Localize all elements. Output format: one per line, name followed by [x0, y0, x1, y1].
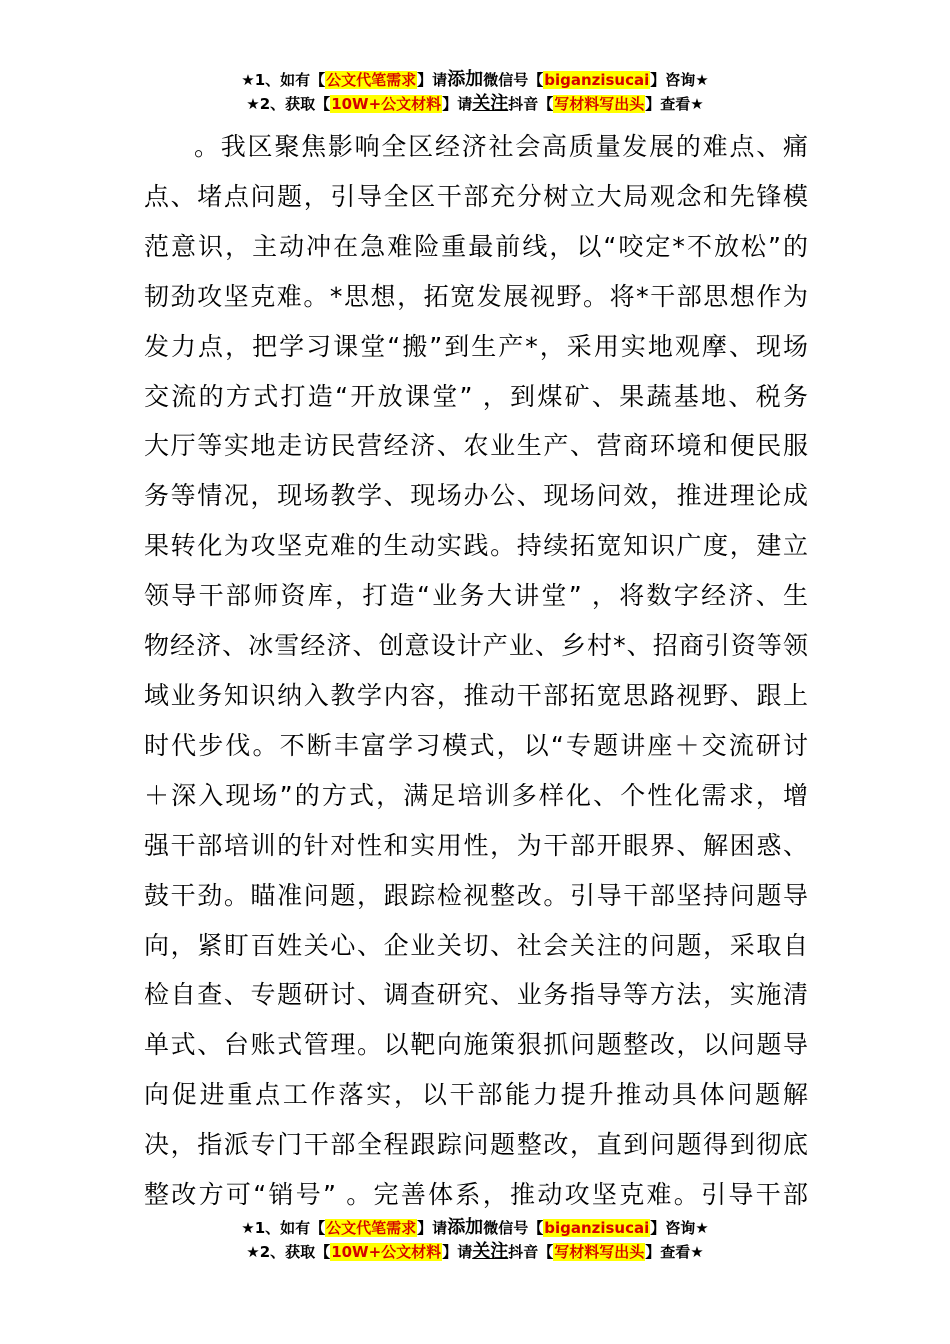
- notice-text: 微信号【: [483, 1219, 544, 1237]
- header-notice: [0, 68, 950, 116]
- body-line: 向，紧盯百姓关心、企业关切、社会关注的问题，采取自: [144, 930, 808, 960]
- body-paragraph: [144, 122, 808, 1220]
- notice-line-2: [0, 92, 950, 116]
- body-line: 发力点，把学习课堂“搬”到生产*，采用实地观摩、现场: [144, 331, 808, 361]
- body-line: 整改方可“销号” 。完善体系，推动攻坚克难。引导干部: [144, 1180, 808, 1210]
- highlight-wechat-id: biganzisucai: [544, 1219, 650, 1237]
- body-line: 韧劲攻坚克难。*思想，拓宽发展视野。将*干部思想作为: [144, 281, 808, 311]
- notice-text: 】请: [417, 71, 448, 89]
- body-line: 单式、台账式管理。以靶向施策狠抓问题整改，以问题导: [144, 1030, 808, 1060]
- notice-text: 】查看★: [645, 1243, 704, 1261]
- body-line: 鼓干劲。瞄准问题，跟踪检视整改。引导干部坚持问题导: [144, 880, 808, 910]
- notice-text: 】请: [442, 95, 473, 113]
- notice-text: ★2、获取【: [246, 1243, 331, 1261]
- body-line: 强干部培训的针对性和实用性，为干部开眼界、解困惑、: [144, 830, 808, 860]
- body-line: 领导干部师资库，打造“业务大讲堂” ，将数字经济、生: [144, 581, 808, 611]
- notice-text: ★2、获取【: [246, 95, 331, 113]
- notice-emphasis: 添加: [447, 69, 484, 90]
- body-line: 检自查、专题研讨、调查研究、业务指导等方法，实施清: [144, 980, 808, 1010]
- notice-emphasis: 添加: [447, 1217, 484, 1238]
- body-line: 点、堵点问题，引导全区干部充分树立大局观念和先锋模: [144, 181, 808, 211]
- body-line: ＋深入现场”的方式，满足培训多样化、个性化需求，增: [144, 780, 808, 810]
- body-line: 决，指派专门干部全程跟踪问题整改，直到问题得到彻底: [144, 1130, 808, 1160]
- body-line: 大厅等实地走访民营经济、农业生产、营商环境和便民服: [144, 431, 808, 461]
- body-line: 果转化为攻坚克难的生动实践。持续拓宽知识广度，建立: [144, 531, 808, 561]
- notice-emphasis: 关注: [472, 1241, 509, 1262]
- highlight-douyin-account: 写材料写出头: [554, 1243, 645, 1261]
- body-line: 时代步伐。不断丰富学习模式，以“专题讲座＋交流研讨: [144, 730, 808, 760]
- notice-emphasis: 关注: [472, 93, 509, 114]
- footer-notice: [0, 1216, 950, 1264]
- highlight-douyin-account: 写材料写出头: [554, 95, 645, 113]
- highlight-materials: 10W+公文材料: [331, 1243, 442, 1261]
- notice-line-1: [0, 68, 950, 92]
- notice-line-2: [0, 1240, 950, 1264]
- body-line: 交流的方式打造“开放课堂” ，到煤矿、果蔬基地、税务: [144, 381, 808, 411]
- notice-text: 】请: [442, 1243, 473, 1261]
- notice-line-1: [0, 1216, 950, 1240]
- notice-text: 微信号【: [483, 71, 544, 89]
- body-line: 物经济、冰雪经济、创意设计产业、乡村*、招商引资等领: [144, 631, 808, 661]
- body-line: 。我区聚焦影响全区经济社会高质量发展的难点、痛: [194, 132, 808, 161]
- body-line: 域业务知识纳入教学内容，推动干部拓宽思路视野、跟上: [144, 680, 808, 710]
- notice-text: 】查看★: [645, 95, 704, 113]
- notice-text: 】咨询★: [650, 1219, 709, 1237]
- notice-text: ★1、如有【: [241, 71, 326, 89]
- body-line: 向促进重点工作落实，以干部能力提升推动具体问题解: [144, 1080, 808, 1110]
- body-line: 务等情况，现场教学、现场办公、现场问效，推进理论成: [144, 481, 808, 511]
- notice-text: 】请: [417, 1219, 448, 1237]
- highlight-ghostwriting: 公文代笔需求: [326, 71, 417, 89]
- notice-text: 】咨询★: [650, 71, 709, 89]
- highlight-wechat-id: biganzisucai: [544, 71, 650, 89]
- body-line: 范意识，主动冲在急难险重最前线，以“咬定*不放松”的: [144, 231, 808, 261]
- notice-text: 抖音【: [508, 95, 554, 113]
- highlight-ghostwriting: 公文代笔需求: [326, 1219, 417, 1237]
- notice-text: 抖音【: [508, 1243, 554, 1261]
- highlight-materials: 10W+公文材料: [331, 95, 442, 113]
- notice-text: ★1、如有【: [241, 1219, 326, 1237]
